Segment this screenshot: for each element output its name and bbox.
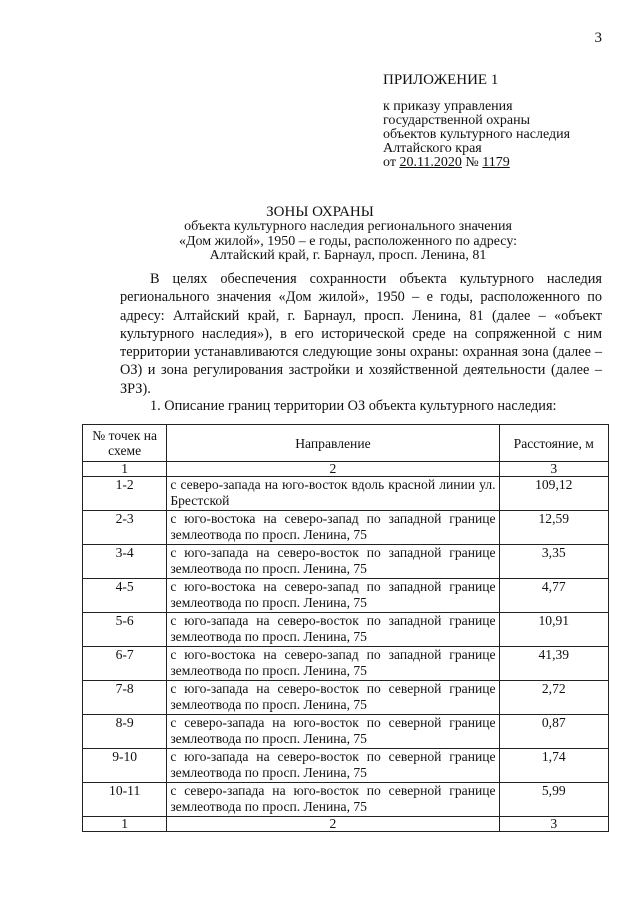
column-number: 1 [83,817,167,832]
document-title: ЗОНЫ ОХРАНЫ [266,204,374,220]
appendix-line: Алтайского края [383,141,482,156]
table-row [83,647,609,681]
table-body [83,477,609,817]
table-row [83,477,609,511]
column-number: 3 [499,462,608,477]
direction-cell: с северо-запада на юго-восток по северной границе землеотвода по просп. Ленина, 75 [167,715,499,749]
column-number: 1 [83,462,167,477]
point-range-cell: 7-8 [83,681,167,715]
distance-cell: 1,74 [499,749,608,783]
document-subtitle [0,220,640,264]
distance-cell: 12,59 [499,511,608,545]
table-header-row [83,425,609,462]
point-range-cell: 4-5 [83,579,167,613]
table-row [83,749,609,783]
table-row [83,579,609,613]
table-numbering-row [83,462,609,477]
distance-cell: 10,91 [499,613,608,647]
header-distance: Расстояние, м [499,425,608,462]
appendix-line: государственной охраны [383,113,531,128]
distance-cell: 41,39 [499,647,608,681]
table-row [83,681,609,715]
distance-cell: 4,77 [499,579,608,613]
header-direction: Направление [167,425,499,462]
direction-cell: с северо-запада на юго-восток вдоль красной линии ул. Брестской [167,477,499,511]
order-sign: № [461,155,483,170]
point-range-cell: 9-10 [83,749,167,783]
appendix-line: к приказу управления [383,99,513,114]
point-range-cell: 3-4 [83,545,167,579]
page-number: 3 [594,30,602,46]
appendix-line: объектов культурного наследия [383,127,571,142]
table-row [83,783,609,817]
column-number: 2 [167,817,499,832]
subtitle-line: объекта культурного наследия регионального значения [184,219,512,234]
distance-cell: 0,87 [499,715,608,749]
direction-cell: с юго-запада на северо-восток по западной границе землеотвода по просп. Ленина, 75 [167,613,499,647]
table-row [83,511,609,545]
appendix-block [383,73,570,170]
direction-cell: с юго-востока на северо-запад по западной границе землеотвода по просп. Ленина, 75 [167,647,499,681]
column-number: 2 [167,462,499,477]
table-row [83,613,609,647]
distance-cell: 3,35 [499,545,608,579]
direction-cell: с юго-запада на северо-восток по западной границе землеотвода по просп. Ленина, 75 [167,545,499,579]
column-number: 3 [499,817,608,832]
order-prefix: от [383,155,400,170]
subtitle-line: «Дом жилой», 1950 – е годы, расположенного по адресу: [178,233,518,249]
distance-cell: 2,72 [499,681,608,715]
table-row [83,715,609,749]
point-range-cell: 2-3 [83,511,167,545]
appendix-title: ПРИЛОЖЕНИЕ 1 [383,72,499,88]
distance-cell: 109,12 [499,477,608,511]
intro-paragraph [120,270,602,398]
subtitle-line: Алтайский край, г. Барнаул, просп. Ленина, 81 [209,248,487,263]
direction-cell: с северо-запада на юго-восток по северной границе землеотвода по просп. Ленина, 75 [167,783,499,817]
point-range-cell: 6-7 [83,647,167,681]
direction-cell: с юго-востока на северо-запад по западной границе землеотвода по просп. Ленина, 75 [167,511,499,545]
intro-text: В целях обеспечения сохранности объекта культурного наследия регионального значения «Дом жилой», 1950 – е годы, расположенного по адресу: Алтайский край, г. Барнаул, просп. Ленина, 81 (далее – «объект культурного наследия»), в его исторической среде на сопряженной с ним территории устанавливаются следующие зоны охраны: охранная зона (далее – ОЗ) и зона регулирования застройки и хозяйственной деятельности (далее – ЗРЗ). [120,271,602,397]
boundaries-table [82,424,609,832]
order-line [383,156,570,170]
order-date: 20.11.2020 [399,155,462,170]
direction-cell: с юго-запада на северо-восток по северной границе землеотвода по просп. Ленина, 75 [167,681,499,715]
point-range-cell: 5-6 [83,613,167,647]
header-points: № точек на схеме [83,425,167,462]
order-number: 1179 [482,155,510,170]
point-range-cell: 8-9 [83,715,167,749]
section-heading: 1. Описание границ территории ОЗ объекта культурного наследия: [150,398,557,414]
distance-cell: 5,99 [499,783,608,817]
table-row [83,545,609,579]
direction-cell: с юго-запада на северо-восток по северной границе землеотвода по просп. Ленина, 75 [167,749,499,783]
point-range-cell: 10-11 [83,783,167,817]
direction-cell: с юго-востока на северо-запад по западной границе землеотвода по просп. Ленина, 75 [167,579,499,613]
table-numbering-row [83,817,609,832]
point-range-cell: 1-2 [83,477,167,511]
